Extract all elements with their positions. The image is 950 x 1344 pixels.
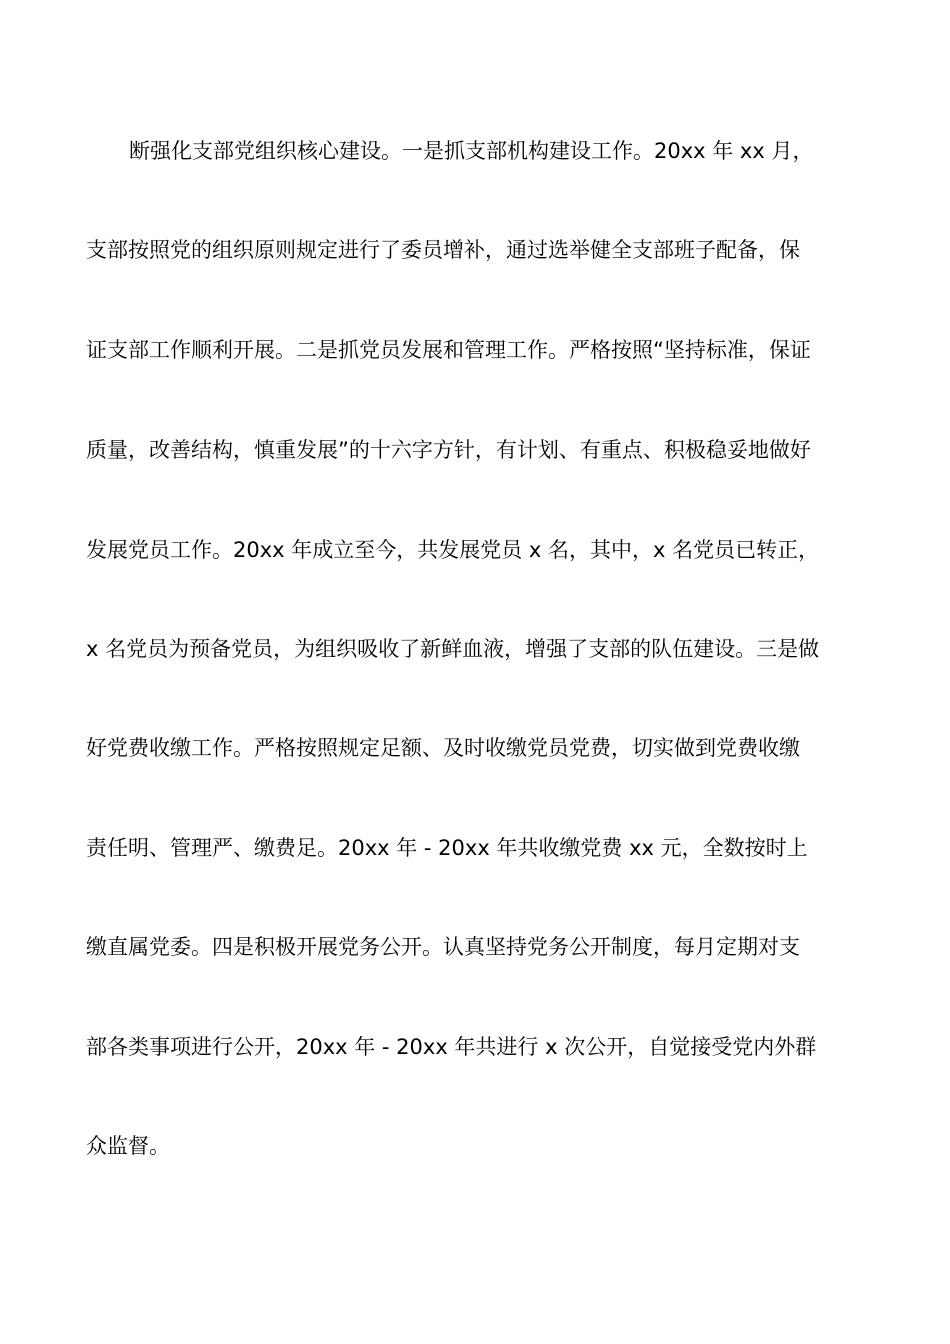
paragraph-line-8: 责任明、管理严、缴费足。20xx 年 - 20xx 年共收缴党费 xx 元，全数按时上	[86, 836, 808, 860]
paragraph-line-3: 证支部工作顺利开展。二是抓党员发展和管理工作。严格按照“坚持标准，保证	[86, 338, 811, 362]
paragraph-line-1: 断强化支部党组织核心建设。一是抓支部机构建设工作。20xx 年 xx 月，	[129, 139, 814, 163]
paragraph-line-10: 部各类事项进行公开，20xx 年 - 20xx 年共进行 x 次公开，自觉接受党内外群	[86, 1035, 817, 1059]
paragraph-line-11: 众监督。	[86, 1134, 170, 1158]
paragraph-line-7: 好党费收缴工作。严格按照规定足额、及时收缴党员党费，切实做到党费收缴	[86, 736, 800, 760]
paragraph-line-5: 发展党员工作。20xx 年成立至今，共发展党员 x 名，其中，x 名党员已转正，	[86, 538, 820, 562]
paragraph-line-9: 缴直属党委。四是积极开展党务公开。认真坚持党务公开制度，每月定期对支	[86, 935, 800, 959]
paragraph-line-4: 质量，改善结构，慎重发展”的十六字方针，有计划、有重点、积极稳妥地做好	[86, 438, 811, 462]
paragraph-line-6: x 名党员为预备党员，为组织吸收了新鲜血液，增强了支部的队伍建设。三是做	[86, 637, 820, 661]
paragraph-line-2: 支部按照党的组织原则规定进行了委员增补，通过选举健全支部班子配备，保	[86, 238, 800, 262]
